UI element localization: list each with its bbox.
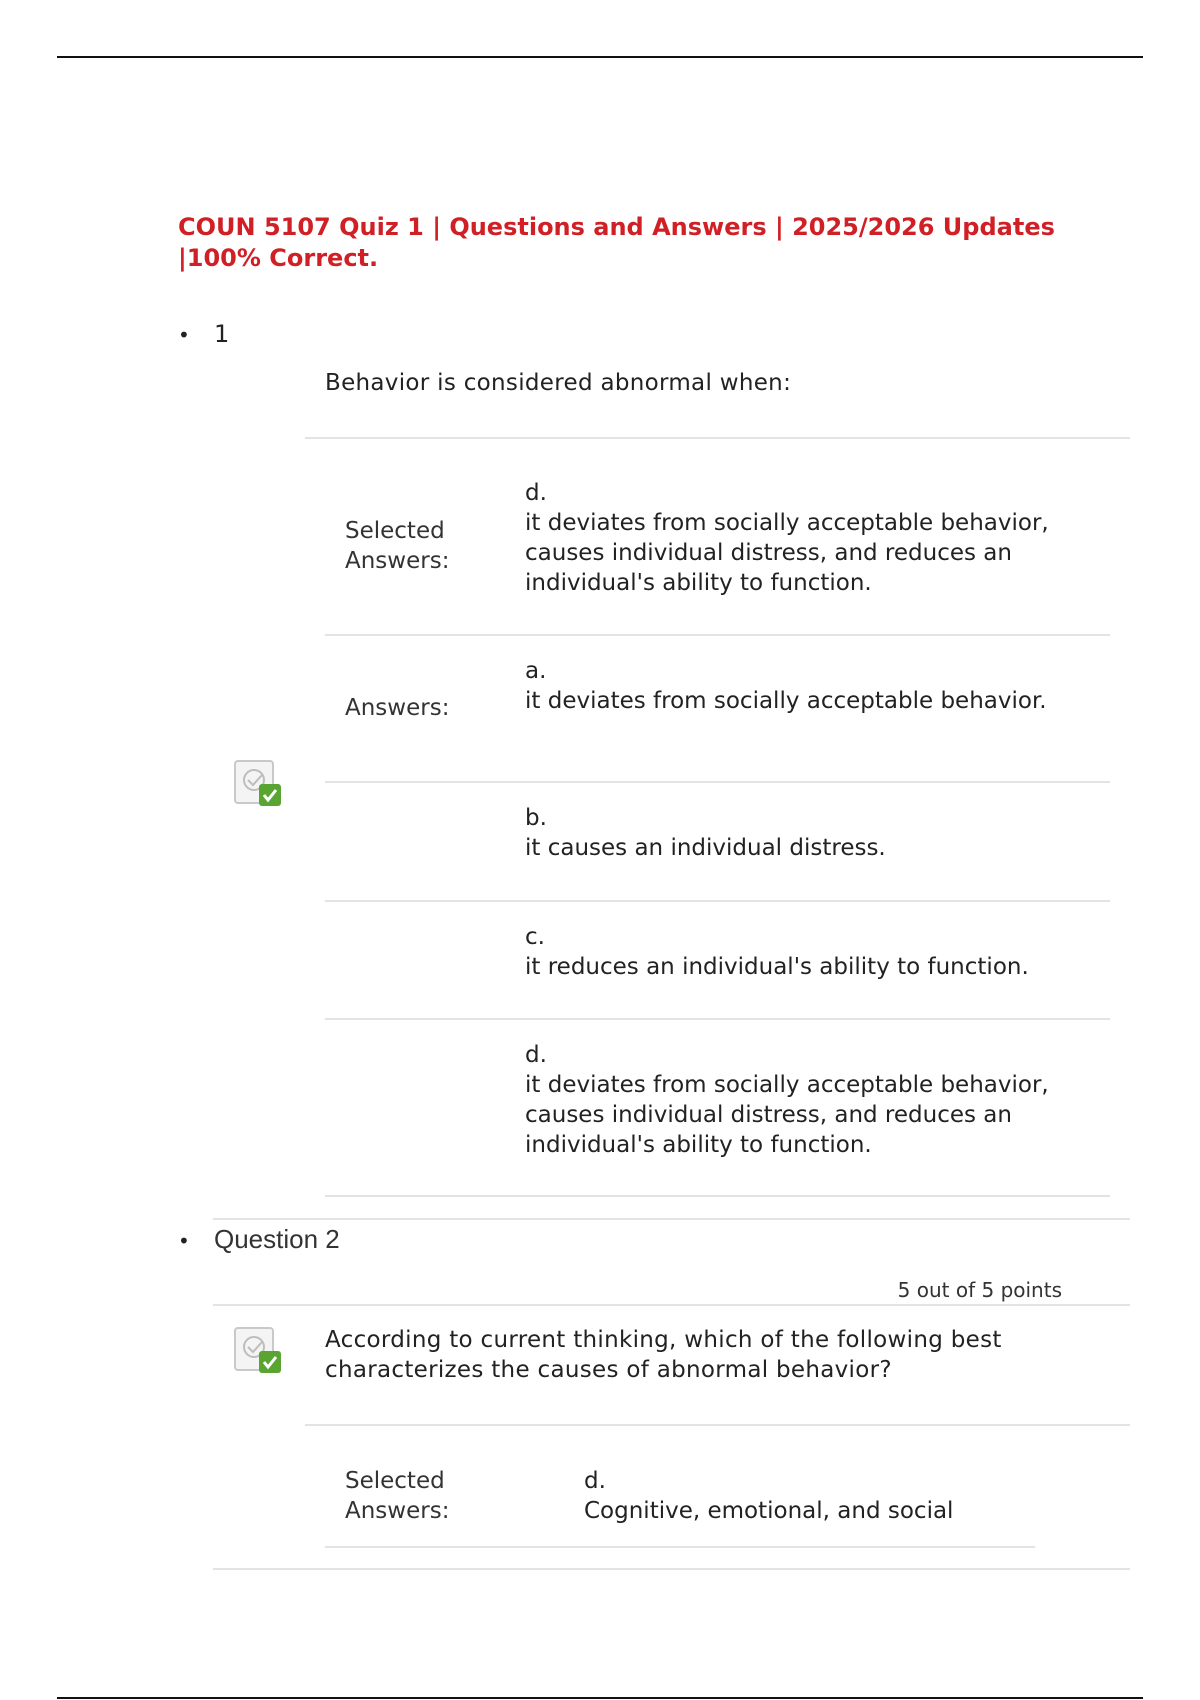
answer-text: it deviates from socially acceptable behavior. xyxy=(525,688,1047,714)
question-2-heading xyxy=(178,1224,340,1255)
answer-letter: d. xyxy=(584,1468,606,1494)
selected-answer xyxy=(584,1466,1164,1526)
answer-option-d xyxy=(525,1040,1105,1160)
correct-check-icon xyxy=(233,1325,285,1377)
divider xyxy=(325,781,1110,783)
answer-text: it deviates from socially acceptable behavior, causes individual distress, and reduces an individual's ability to function. xyxy=(525,1072,1049,1158)
answer-letter: c. xyxy=(525,924,545,950)
answer-text: it reduces an individual's ability to function. xyxy=(525,954,1029,980)
answer-text: Cognitive, emotional, and social xyxy=(584,1498,954,1524)
selected-answers-label: Selected Answers: xyxy=(345,1468,450,1524)
answer-letter: a. xyxy=(525,658,547,684)
divider xyxy=(213,1218,1130,1220)
question-2-text: According to current thinking, which of the following best characterizes the causes of abnormal behavior? xyxy=(325,1327,1002,1383)
divider xyxy=(305,1424,1130,1426)
answer-option-c xyxy=(525,922,1105,982)
question-1-number: 1 xyxy=(214,320,230,348)
bottom-rule xyxy=(57,1697,1143,1699)
divider xyxy=(325,1546,1035,1548)
divider xyxy=(325,900,1110,902)
answer-letter: d. xyxy=(525,480,547,506)
divider xyxy=(325,634,1110,636)
divider xyxy=(213,1304,1130,1306)
selected-answers-label: Selected Answers: xyxy=(345,518,450,574)
divider xyxy=(325,1195,1110,1197)
document-title: COUN 5107 Quiz 1 | Questions and Answers | 2025/2026 Updates |100% Correct. xyxy=(178,213,1055,272)
question-2-label: Question 2 xyxy=(214,1224,340,1254)
answer-text: it deviates from socially acceptable behavior, causes individual distress, and reduces an individual's ability to function. xyxy=(525,510,1049,596)
divider xyxy=(325,1018,1110,1020)
question-1-heading xyxy=(178,320,229,348)
points-score: 5 out of 5 points xyxy=(897,1278,1062,1302)
question-1-text: Behavior is considered abnormal when: xyxy=(325,370,792,396)
bullet-point: • xyxy=(178,1229,190,1253)
answer-letter: d. xyxy=(525,1042,547,1068)
answer-letter: b. xyxy=(525,805,547,831)
top-rule xyxy=(57,56,1143,58)
answer-option-b xyxy=(525,803,1105,863)
correct-check-icon xyxy=(233,758,285,810)
answer-text: it causes an individual distress. xyxy=(525,835,886,861)
divider xyxy=(305,437,1130,439)
bullet-point: • xyxy=(178,323,190,347)
divider xyxy=(213,1568,1130,1570)
answer-option-a xyxy=(525,656,1105,716)
answers-label: Answers: xyxy=(345,695,450,721)
selected-answer xyxy=(525,478,1105,598)
